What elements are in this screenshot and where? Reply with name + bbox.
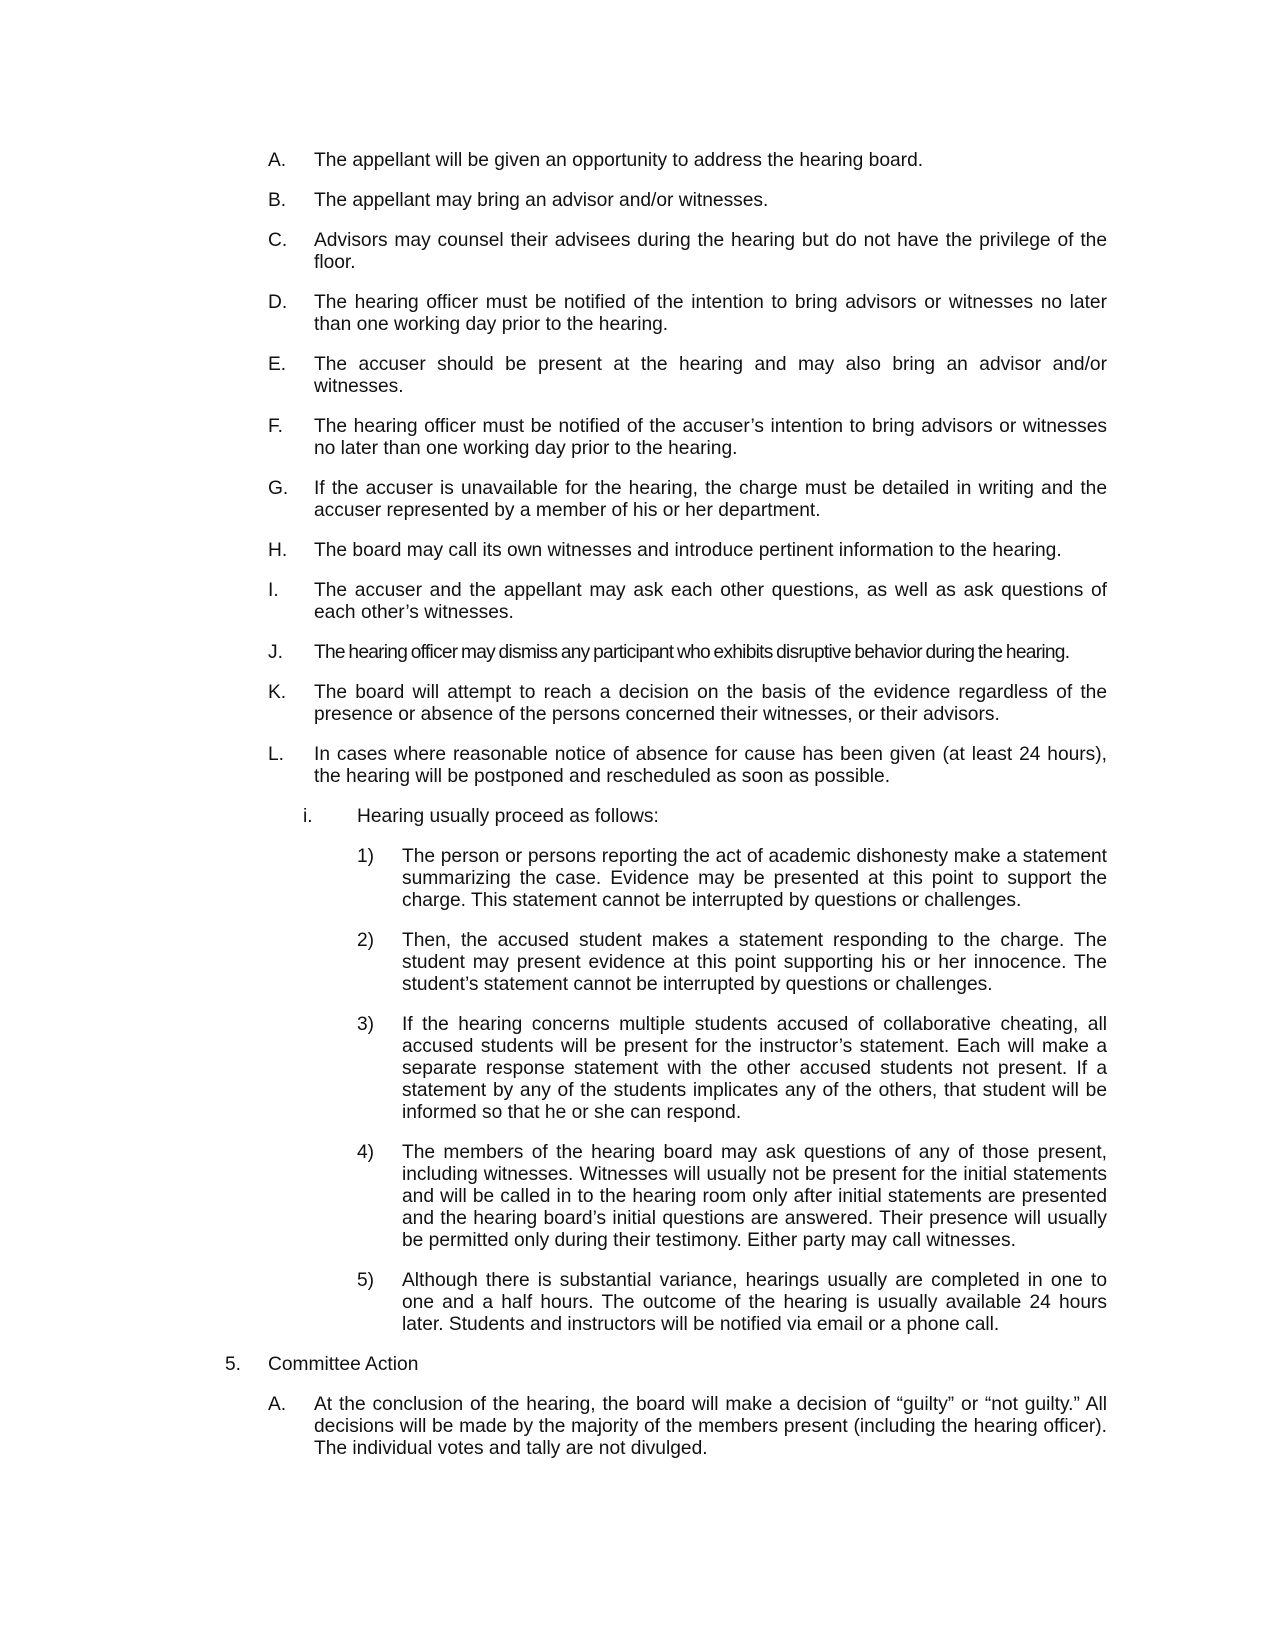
list-marker: L. bbox=[268, 744, 285, 765]
document-body bbox=[0, 150, 1275, 1478]
list-item-l bbox=[0, 744, 1107, 788]
list-item-g bbox=[0, 478, 1107, 522]
section-item-a bbox=[0, 1394, 1107, 1460]
list-marker: F. bbox=[268, 416, 283, 437]
list-marker: G. bbox=[268, 478, 289, 499]
list-item-a bbox=[0, 150, 1107, 172]
list-item-text: Although there is substantial variance, hearings usually are completed in one to one and a half hours. The outcome of the hearing is usually available 24 hours later. Students and instructors will be notified via email or a phone call. bbox=[402, 1270, 1107, 1335]
list-marker: H. bbox=[268, 540, 288, 561]
list-item-text: Hearing usually proceed as follows: bbox=[357, 806, 659, 827]
list-item-text: At the conclusion of the hearing, the board will make a decision of “guilty” or “not guilty.” All decisions will be made by the majority of the members present (including the hearing officer). The individual votes and tally are not divulged. bbox=[314, 1394, 1107, 1459]
list-item-text: The board will attempt to reach a decision on the basis of the evidence regardless of the presence or absence of the persons concerned their witnesses, or their advisors. bbox=[314, 682, 1107, 725]
section-title: Committee Action bbox=[268, 1354, 419, 1375]
list-item-c bbox=[0, 230, 1107, 274]
step-item-4 bbox=[0, 1142, 1107, 1252]
list-marker: K. bbox=[268, 682, 287, 703]
list-item-k bbox=[0, 682, 1107, 726]
list-item-text: The board may call its own witnesses and introduce pertinent information to the hearing. bbox=[314, 540, 1062, 561]
list-item-text: The hearing officer may dismiss any participant who exhibits disruptive behavior during the hearing. bbox=[314, 642, 1070, 663]
section-number: 5. bbox=[225, 1354, 242, 1375]
list-item-b bbox=[0, 190, 1107, 212]
list-marker: J. bbox=[268, 642, 283, 663]
list-item-text: The hearing officer must be notified of the intention to bring advisors or witnesses no later than one working day prior to the hearing. bbox=[314, 292, 1107, 335]
section-heading bbox=[0, 1354, 1107, 1376]
list-item-text: The person or persons reporting the act of academic dishonesty make a statement summarizing the case. Evidence may be presented at this point to support the charge. This statement cannot be interrupted by questions or challenges. bbox=[402, 846, 1107, 911]
step-item-3 bbox=[0, 1014, 1107, 1124]
list-marker: I. bbox=[268, 580, 279, 601]
list-item-f bbox=[0, 416, 1107, 460]
list-item-text: The members of the hearing board may ask questions of any of those present, including witnesses. Witnesses will usually not be present for the initial statements and will be called in to the hearing room only after initial statements are presented and the hearing board’s initial questions are answered. Their presence will usually be permitted only during their testimony. Either party may call witnesses. bbox=[402, 1142, 1107, 1251]
step-item-5 bbox=[0, 1270, 1107, 1336]
list-item-text: The appellant may bring an advisor and/or witnesses. bbox=[314, 190, 769, 211]
list-item-text: The accuser should be present at the hearing and may also bring an advisor and/or witnesses. bbox=[314, 354, 1107, 397]
list-marker: 4) bbox=[357, 1142, 375, 1163]
list-item-text: The appellant will be given an opportunity to address the hearing board. bbox=[314, 150, 924, 171]
list-marker: 3) bbox=[357, 1014, 375, 1035]
list-marker: 2) bbox=[357, 930, 375, 951]
list-marker: i. bbox=[303, 806, 313, 827]
list-marker: 5) bbox=[357, 1270, 375, 1291]
step-item-2 bbox=[0, 930, 1107, 996]
list-item-i bbox=[0, 580, 1107, 624]
list-marker: C. bbox=[268, 230, 288, 251]
step-item-1 bbox=[0, 846, 1107, 912]
list-item-text: Then, the accused student makes a statement responding to the charge. The student may present evidence at this point supporting his or her innocence. The student’s statement cannot be interrupted by questions or challenges. bbox=[402, 930, 1107, 995]
list-item-d bbox=[0, 292, 1107, 336]
list-item-text: In cases where reasonable notice of absence for cause has been given (at least 24 hours), the hearing will be postponed and rescheduled as soon as possible. bbox=[314, 744, 1107, 787]
list-item-text: If the accuser is unavailable for the hearing, the charge must be detailed in writing and the accuser represented by a member of his or her department. bbox=[314, 478, 1107, 521]
list-marker: 1) bbox=[357, 846, 375, 867]
list-marker: B. bbox=[268, 190, 287, 211]
list-item-text: Advisors may counsel their advisees during the hearing but do not have the privilege of the floor. bbox=[314, 230, 1107, 273]
list-marker: D. bbox=[268, 292, 288, 313]
sub-list-item-i bbox=[0, 806, 1107, 828]
list-item-text: If the hearing concerns multiple students accused of collaborative cheating, all accused students will be present for the instructor’s statement. Each will make a separate response statement with the other accused students not present. If a statement by any of the students implicates any of the others, that student will be informed so that he or she can respond. bbox=[402, 1014, 1107, 1123]
list-marker: A. bbox=[268, 1394, 287, 1415]
list-item-text: The hearing officer must be notified of the accuser’s intention to bring advisors or witnesses no later than one working day prior to the hearing. bbox=[314, 416, 1107, 459]
list-marker: E. bbox=[268, 354, 287, 375]
list-item-j bbox=[0, 642, 1107, 664]
list-item-text: The accuser and the appellant may ask each other questions, as well as ask questions of each other’s witnesses. bbox=[314, 580, 1107, 623]
list-item-h bbox=[0, 540, 1107, 562]
list-item-e bbox=[0, 354, 1107, 398]
list-marker: A. bbox=[268, 150, 287, 171]
